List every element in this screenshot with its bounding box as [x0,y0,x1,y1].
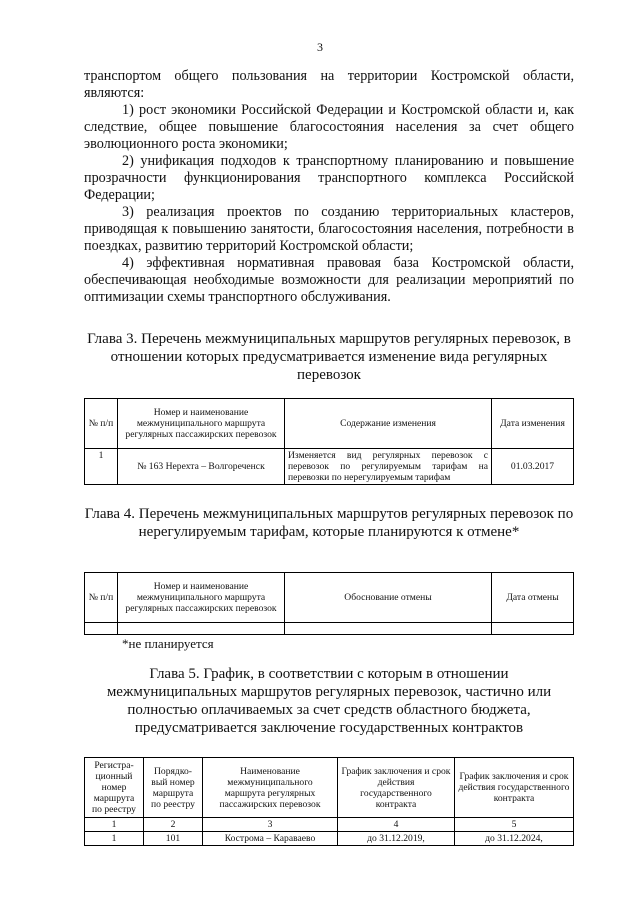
header-route: Номер и наименование межмуниципального маршрута регулярных пассажирских перевозок [118,399,285,449]
chapter5-title: Глава 5. График, в соответствии с которым в отношении межмуниципальных маршрутов регулярных перевозок, частично или полностью оплачиваемых за счет средств областного бюджета, предусматривается заключение государственных контрактов [106,666,552,736]
intro-text [84,68,574,306]
cell-route: № 163 Нерехта – Волгореченск [118,449,285,485]
cell-empty [492,623,574,635]
col-number: 4 [338,818,455,832]
table-header-row [85,573,574,623]
cell-reg: 1 [85,832,144,846]
chapter4-table [84,572,574,635]
intro-item-3: 3) реализация проектов по созданию территориальных кластеров, приводящая к повышению занятости, благосостояния населения, потребности в поездках, развитию территорий Костромской области; [84,204,574,254]
cell-name: Кострома – Караваево [203,832,338,846]
col-number: 5 [455,818,574,832]
col-number: 2 [144,818,203,832]
table-number-row [85,818,574,832]
intro-item-4: 4) эффективная нормативная правовая база Костромской области, обеспечивающая необходимые возможности для реализации мероприятий по оптимизации схемы транспортного обслуживания. [84,255,574,305]
cell-date: 01.03.2017 [492,449,574,485]
cell-ord: 101 [144,832,203,846]
header-route: Номер и наименование межмуниципального маршрута регулярных пассажирских перевозок [118,573,285,623]
table-row [85,623,574,635]
cell-empty [85,623,118,635]
cell-empty [118,623,285,635]
cell-g1: до 31.12.2019, [338,832,455,846]
chapter3-title: Глава 3. Перечень межмуниципальных маршрутов регулярных перевозок, в отношении которых предусматривается изменение вида регулярных перевозок [87,331,571,383]
header-num: № п/п [85,573,118,623]
page-number: 3 [317,40,323,54]
header-date: Дата отмены [492,573,574,623]
header-ord: Порядко-вый номер маршрута по реестру [144,758,203,818]
cell-change: Изменяется вид регулярных перевозок с перевозок по регулируемым тарифам на перевозки по нерегулируемым тарифам [285,449,492,485]
table-row [85,832,574,846]
header-g2: График заключения и срок действия государственного контракта [455,758,574,818]
cell-empty [285,623,492,635]
header-change: Содержание изменения [285,399,492,449]
table-row [85,449,574,485]
header-reg: Регистра-ционный номер маршрута по реестру [85,758,144,818]
header-g1: График заключения и срок действия государственного контракта [338,758,455,818]
header-num: № п/п [85,399,118,449]
cell-g2: до 31.12.2024, [455,832,574,846]
header-name: Наименование межмуниципального маршрута регулярных пассажирских перевозок [203,758,338,818]
chapter3-table [84,398,574,485]
chapter5-table [84,757,574,846]
header-date: Дата изменения [492,399,574,449]
table-header-row [85,758,574,818]
intro-item-2: 2) унификация подходов к транспортному планированию и повышение прозрачности функционирования транспортного комплекса Российской Федерации; [84,153,574,203]
col-number: 1 [85,818,144,832]
intro-item-1: 1) рост экономики Российской Федерации и Костромской области и, как следствие, общее повышение благосостояния населения за счет общего эволюционного роста экономики; [84,102,574,152]
table-header-row [85,399,574,449]
intro-lead: транспортом общего пользования на территории Костромской области, являются: [84,68,574,101]
chapter4-note: *не планируется [122,636,214,651]
cell-num: 1 [85,449,118,485]
chapter4-title: Глава 4. Перечень межмуниципальных маршрутов регулярных перевозок по нерегулируемым тарифам, которые планируются к отмене* [84,506,574,540]
header-reason: Обоснование отмены [285,573,492,623]
col-number: 3 [203,818,338,832]
